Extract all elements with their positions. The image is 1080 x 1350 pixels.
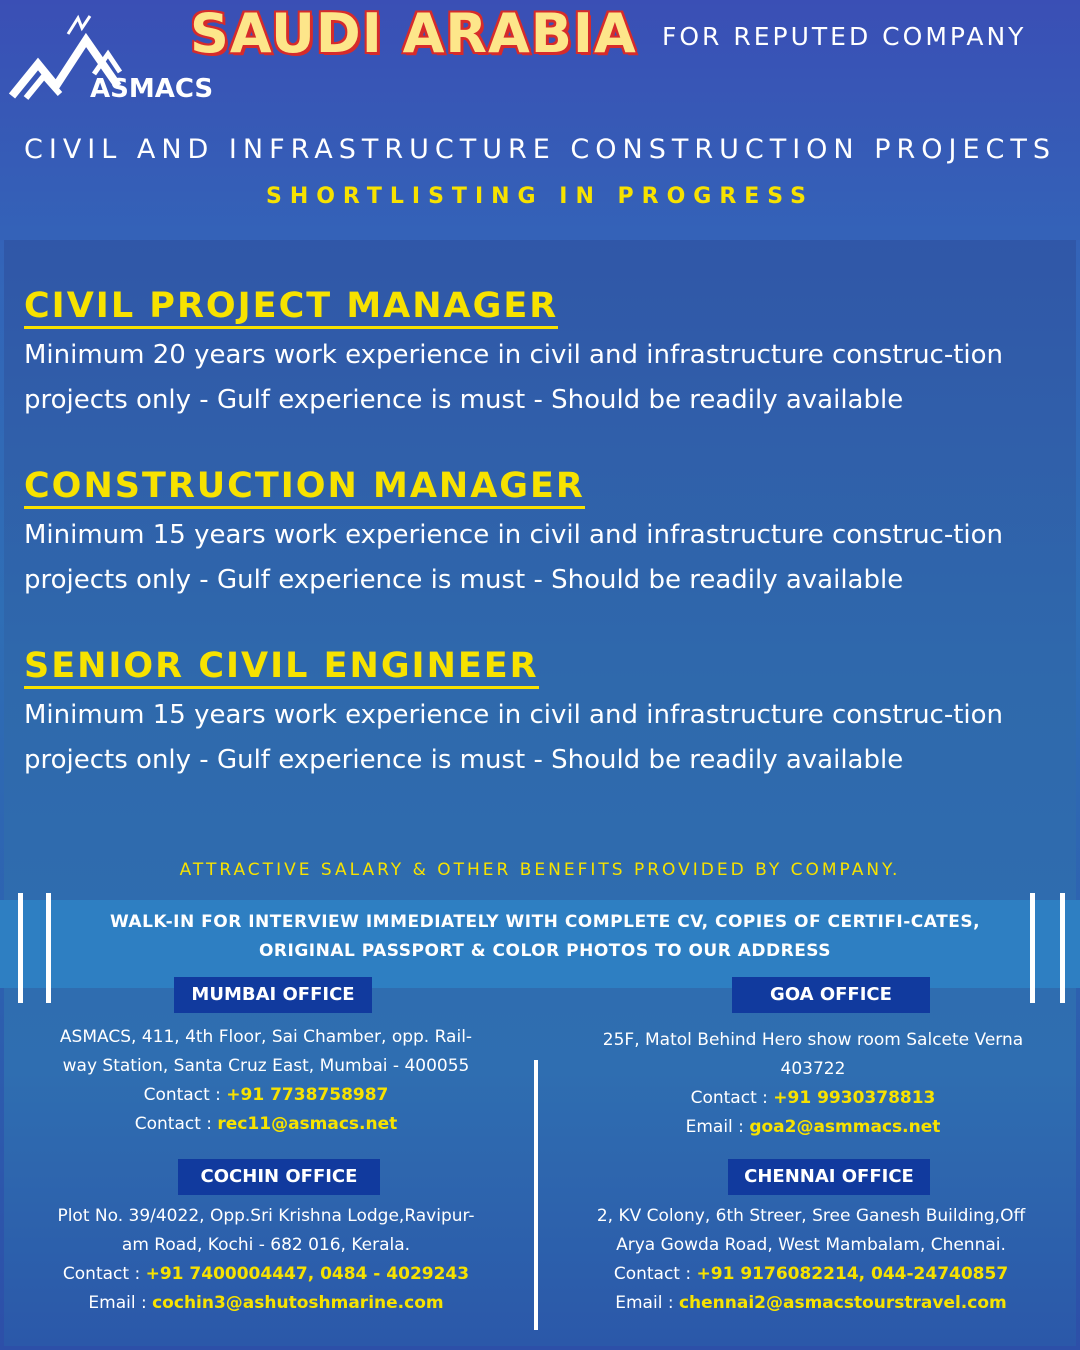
address-line: ASMACS, 411, 4th Floor, Sai Chamber, opp. Rail-: [59, 1027, 473, 1047]
address-line: 403722: [780, 1059, 846, 1079]
decor-bar: [46, 893, 51, 1003]
contact-label: Contact :: [690, 1088, 774, 1108]
phone-number[interactable]: +91 7400004447, 0484 - 4029243: [145, 1264, 470, 1284]
subtitle: CIVIL AND INFRASTRUCTURE CONSTRUCTION PROJECTS: [24, 134, 1056, 165]
job-description: Minimum 15 years work experience in civil and infrastructure construc-tion projects only - Gulf experience is must - Should be readily available: [24, 700, 1004, 775]
salary-note: ATTRACTIVE SALARY & OTHER BENEFITS PROVIDED BY COMPANY.: [179, 860, 901, 880]
email-address[interactable]: rec11@asmacs.net: [217, 1114, 398, 1134]
address-line: 25F, Matol Behind Hero show room Salcete Verna: [602, 1030, 1024, 1050]
contact-line: [548, 1084, 1078, 1113]
contact-line: [4, 1260, 528, 1289]
office-divider: [534, 1060, 538, 1330]
decor-bar: [18, 893, 23, 1003]
page-title: SAUDI ARABIA: [190, 2, 637, 65]
contact-line: [544, 1260, 1078, 1289]
phone-number[interactable]: +91 7738758987: [226, 1085, 389, 1105]
contact-line: [8, 1110, 524, 1139]
office-label-mumbai: MUMBAI OFFICE: [174, 977, 372, 1013]
job-title: CONSTRUCTION MANAGER: [24, 466, 585, 509]
contact-line: [8, 1081, 524, 1110]
contact-label: Contact :: [62, 1264, 146, 1284]
contact-label: Contact :: [143, 1085, 227, 1105]
job-description: Minimum 20 years work experience in civil and infrastructure construc-tion projects only - Gulf experience is must - Should be readily available: [24, 340, 1004, 415]
job-description: Minimum 15 years work experience in civil and infrastructure construc-tion projects only - Gulf experience is must - Should be readily available: [24, 520, 1004, 595]
contact-label: Email :: [615, 1293, 679, 1313]
walkin-note: WALK-IN FOR INTERVIEW IMMEDIATELY WITH COMPLETE CV, COPIES OF CERTIFI-CATES, ORIGINAL PASSPORT & COLOR PHOTOS TO OUR ADDRESS: [109, 912, 981, 961]
contact-line: [4, 1289, 528, 1318]
contact-label: Email :: [685, 1117, 750, 1137]
office-label-cochin: COCHIN OFFICE: [178, 1159, 380, 1195]
phone-number[interactable]: +91 9930378813: [773, 1088, 936, 1108]
job-title: SENIOR CIVIL ENGINEER: [24, 646, 539, 689]
email-address[interactable]: chennai2@asmacstourstravel.com: [678, 1293, 1007, 1313]
contact-line: [544, 1289, 1078, 1318]
email-address[interactable]: goa2@asmmacs.net: [749, 1117, 941, 1137]
email-address[interactable]: cochin3@ashutoshmarine.com: [152, 1293, 444, 1313]
office-chennai: [544, 1202, 1078, 1318]
office-label-goa: GOA OFFICE: [732, 977, 930, 1013]
address-line: way Station, Santa Cruz East, Mumbai - 400055: [62, 1056, 470, 1076]
job-item: [24, 286, 1064, 423]
office-mumbai: [8, 1023, 524, 1139]
address-line: 2, KV Colony, 6th Streer, Sree Ganesh Building,Off: [596, 1206, 1026, 1226]
office-goa: [548, 1026, 1078, 1142]
status-banner: SHORTLISTING IN PROGRESS: [265, 184, 815, 209]
office-cochin: [4, 1202, 528, 1318]
address-line: am Road, Kochi - 682 016, Kerala.: [121, 1235, 411, 1255]
job-item: [24, 646, 1064, 783]
contact-label: Contact :: [613, 1264, 697, 1284]
job-title: CIVIL PROJECT MANAGER: [24, 286, 558, 329]
job-item: [24, 466, 1064, 603]
decor-bar: [1030, 893, 1035, 1003]
phone-number[interactable]: +91 9176082214, 044-24740857: [696, 1264, 1009, 1284]
tagline: FOR REPUTED COMPANY: [662, 22, 1027, 51]
address-line: Plot No. 39/4022, Opp.Sri Krishna Lodge,Ravipur-: [57, 1206, 475, 1226]
address-line: Arya Gowda Road, West Mambalam, Chennai.: [616, 1235, 1006, 1255]
office-label-chennai: CHENNAI OFFICE: [728, 1159, 930, 1195]
contact-label: Email :: [88, 1293, 153, 1313]
decor-bar: [1060, 893, 1065, 1003]
logo-text: ASMACS: [90, 74, 214, 104]
contact-label: Contact :: [134, 1114, 218, 1134]
contact-line: [548, 1113, 1078, 1142]
